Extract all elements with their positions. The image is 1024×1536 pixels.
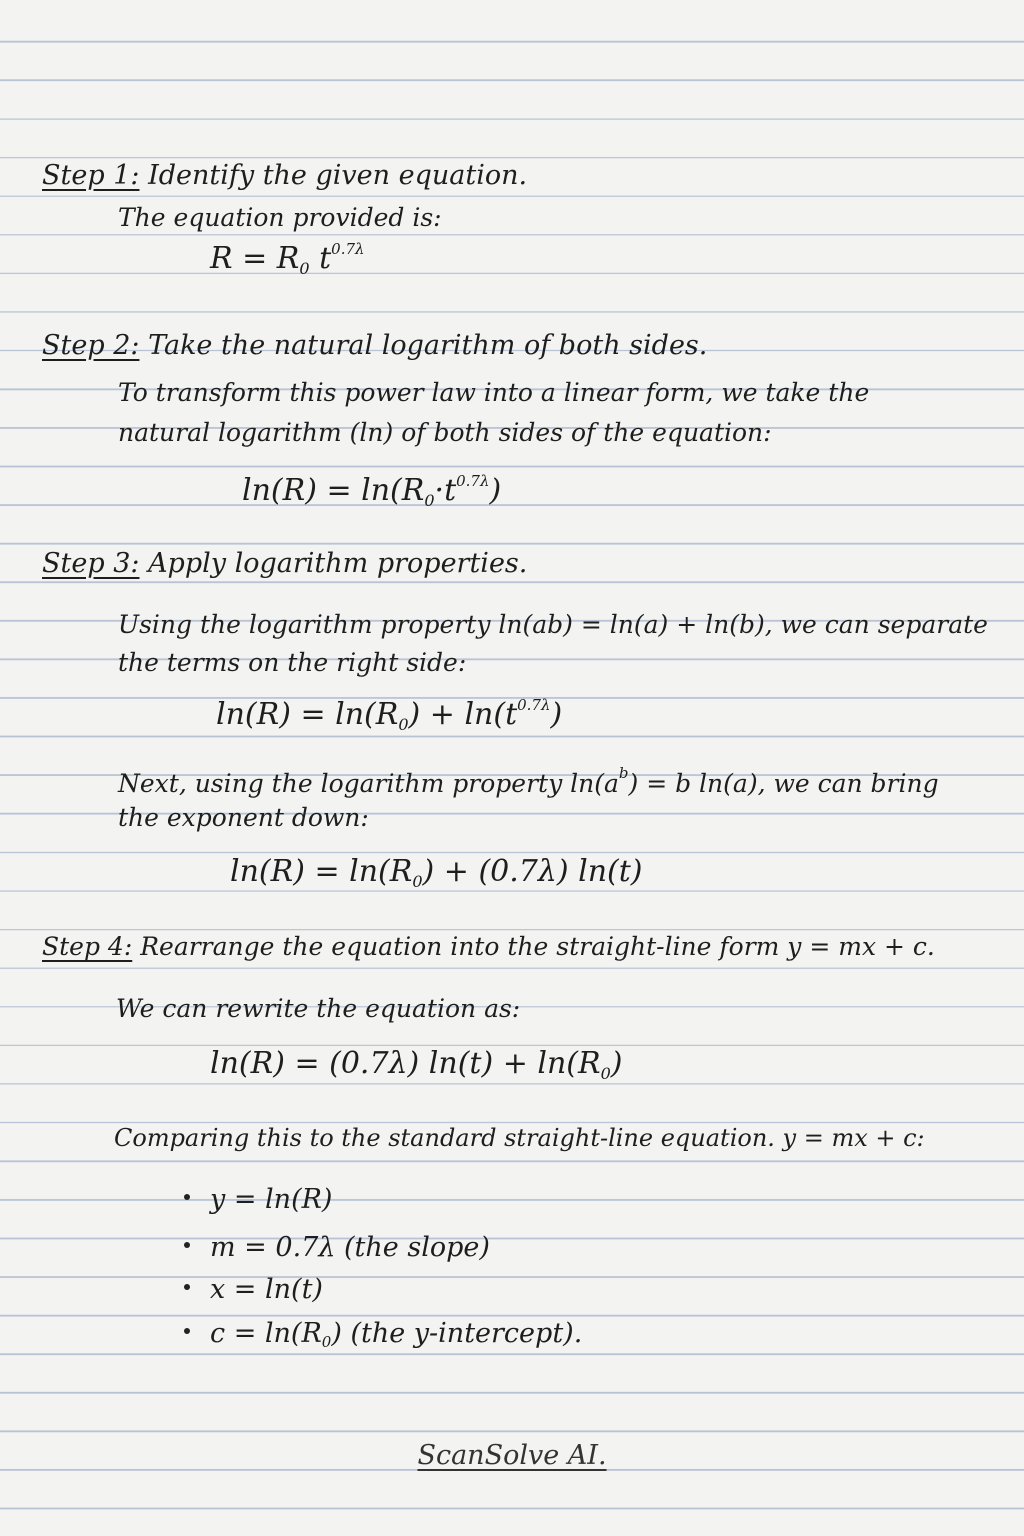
step-2-label: Step 2:	[42, 330, 140, 361]
line-superscript: b	[618, 764, 629, 782]
step-1-equation	[210, 240, 365, 278]
step-4-compare: Comparing this to the standard straight-line equation. y = mx + c:	[114, 1124, 925, 1152]
step-2-line-2: natural logarithm (ln) of both sides of the equation:	[118, 418, 772, 447]
step-1-title: Identify the given equation.	[148, 160, 528, 191]
step-4-title: Rearrange the equation into the straight-line form y = mx + c.	[140, 932, 935, 961]
eq-text: ln(R) = (0.7λ) ln(t) + ln(R	[210, 1046, 601, 1081]
line-text: Next, using the logarithm property ln(a	[118, 769, 619, 798]
step-3-line-4: the exponent down:	[118, 803, 369, 832]
bullet-subscript: 0	[321, 1333, 332, 1351]
eq-subscript: 0	[412, 872, 423, 891]
eq-text: ) + ln(t	[408, 697, 518, 732]
eq-superscript: 0.7λ	[456, 472, 490, 490]
eq-subscript: 0	[600, 1064, 611, 1083]
step-2-line-1: To transform this power law into a linear form, we take the	[118, 378, 870, 407]
eq-text: t	[309, 241, 332, 276]
step-3-line-2: the terms on the right side:	[118, 648, 467, 677]
step-2-title: Take the natural logarithm of both sides.	[148, 330, 708, 361]
bullet-item	[184, 1274, 323, 1305]
eq-subscript: 0	[424, 491, 435, 510]
bullet-text: c = ln(R	[210, 1318, 322, 1349]
step-4-label: Step 4:	[42, 932, 133, 961]
bullet-dot-icon	[184, 1194, 190, 1200]
bullet-text: x = ln(t)	[210, 1274, 323, 1305]
bullet-dot-icon	[184, 1284, 190, 1290]
eq-text: ln(R) = ln(R	[242, 473, 425, 508]
bullet-dot-icon	[184, 1242, 190, 1248]
eq-text: )	[489, 473, 502, 508]
step-3-line-1: Using the logarithm property ln(ab) = ln(a) + ln(b), we can separate	[118, 610, 988, 639]
step-1-label: Step 1:	[42, 160, 140, 191]
step-4-heading	[42, 932, 935, 961]
step-4-intro: We can rewrite the equation as:	[116, 994, 521, 1023]
step-3-equation-2	[230, 854, 643, 891]
footer-watermark	[0, 1440, 1024, 1471]
line-text: ) = b ln(a), we can bring	[628, 769, 939, 798]
step-3-label: Step 3:	[42, 548, 140, 579]
bullet-item	[184, 1184, 332, 1215]
eq-subscript: 0	[299, 259, 310, 278]
step-3-title: Apply logarithm properties.	[148, 548, 528, 579]
footer-text: ScanSolve AI.	[417, 1440, 607, 1471]
bullet-text: ) (the y-intercept).	[331, 1318, 583, 1349]
bullet-dot-icon	[184, 1328, 190, 1334]
step-3-equation-1	[216, 696, 562, 734]
eq-text: R = R	[210, 241, 300, 276]
eq-text: ln(R) = ln(R	[230, 854, 413, 889]
eq-superscript: 0.7λ	[331, 240, 365, 258]
bullet-item	[184, 1232, 490, 1263]
eq-text: ·t	[434, 473, 457, 508]
step-4-equation	[210, 1046, 623, 1083]
eq-text: )	[610, 1046, 623, 1081]
bullet-text: y = ln(R)	[210, 1184, 333, 1215]
eq-subscript: 0	[398, 715, 409, 734]
step-1-heading	[42, 160, 527, 191]
step-3-heading	[42, 548, 527, 579]
eq-text: )	[550, 697, 563, 732]
bullet-text: m = 0.7λ (the slope)	[210, 1232, 490, 1263]
eq-text: ln(R) = ln(R	[216, 697, 399, 732]
eq-superscript: 0.7λ	[517, 696, 551, 714]
bullet-item	[184, 1318, 582, 1351]
step-2-equation	[242, 472, 501, 510]
eq-text: ) + (0.7λ) ln(t)	[422, 854, 643, 889]
step-1-intro: The equation provided is:	[118, 203, 442, 232]
step-3-line-3	[118, 764, 939, 798]
step-2-heading	[42, 330, 707, 361]
